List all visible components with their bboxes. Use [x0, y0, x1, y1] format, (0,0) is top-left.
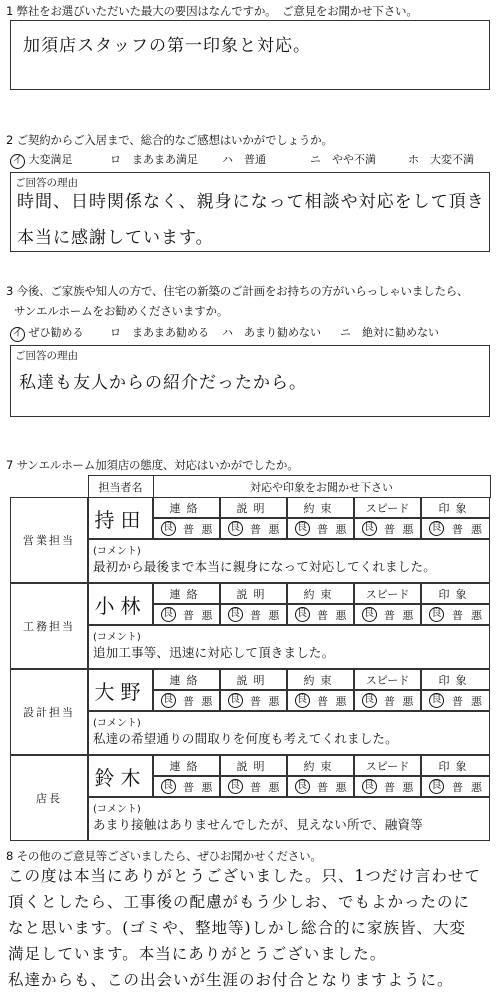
criteria-label: 印象: [421, 669, 490, 690]
rating-good-selected[interactable]: 良: [295, 693, 310, 708]
rating-normal[interactable]: 普: [249, 780, 261, 794]
rating-good-selected[interactable]: 良: [429, 693, 444, 708]
header-impression: 対応や印象をお聞かせ下さい: [153, 476, 490, 498]
rating-bad[interactable]: 悪: [471, 780, 482, 794]
criteria-label: スピード: [354, 583, 421, 604]
rating-good-selected[interactable]: 良: [228, 779, 243, 794]
q3-reason: 私達も友人からの紹介だったから。: [19, 373, 307, 393]
q3-question-line-1: 3 今後、ご家族や知人の方で、住宅の新築のご計画をお持ちの方がいらっしゃいましたら、: [6, 284, 469, 298]
criteria-label: スピード: [354, 497, 421, 518]
q2-reason-line-1: 時間、日時関係なく、親身になって相談や対応をして頂き: [17, 192, 485, 212]
q3-reason-label: ご回答の理由: [15, 350, 78, 362]
rating-normal[interactable]: 普: [316, 522, 328, 536]
staff-comment-cell: (コメント) 私達の希望通りの間取りを何度も考えてくれました。: [88, 711, 490, 755]
rating-normal[interactable]: 普: [316, 608, 328, 622]
rating-normal[interactable]: 普: [316, 694, 328, 708]
role-cell: 工務担当: [10, 583, 88, 669]
criteria-label: 連絡: [153, 755, 220, 776]
rating-bad[interactable]: 悪: [402, 694, 414, 708]
staff-comment-line: あまり接触はありませんでしたが、見えない所で、融資等: [93, 817, 423, 832]
q1-answer: 加須店スタッフの第一印象と対応。: [23, 36, 311, 56]
staff-comment-line: 私達の希望通りの間取りを何度も考えてくれました。: [93, 731, 398, 746]
q8-question: 8 その他のご意見等ございましたら、ぜひお聞かせください。: [6, 849, 322, 863]
rating-bad[interactable]: 悪: [335, 608, 347, 622]
rating-bad[interactable]: 悪: [335, 780, 347, 794]
q2-options: [10, 151, 490, 169]
q3-reason-box: [10, 345, 490, 417]
rating-normal[interactable]: 普: [249, 522, 261, 536]
rating-group: [220, 604, 287, 625]
rating-normal[interactable]: 普: [383, 608, 395, 622]
rating-group: [153, 518, 220, 539]
staff-comment-line: 最初から最後まで本当に親身になって対応してくれました。: [93, 559, 436, 574]
rating-bad[interactable]: 悪: [268, 780, 280, 794]
criteria-label: 説明: [220, 583, 287, 604]
rating-good-selected[interactable]: 良: [362, 521, 377, 536]
rating-bad[interactable]: 悪: [201, 522, 213, 536]
rating-normal[interactable]: 普: [316, 780, 328, 794]
rating-good-selected[interactable]: 良: [429, 521, 444, 536]
rating-good-selected[interactable]: 良: [161, 693, 176, 708]
criteria-label: 印象: [421, 497, 490, 518]
criteria-label: 連絡: [153, 583, 220, 604]
criteria-label: 連絡: [153, 669, 220, 690]
rating-group: [354, 690, 421, 711]
q3-option-3[interactable]: ハ あまり勧めない: [222, 326, 321, 339]
rating-group: [153, 776, 220, 797]
rating-normal[interactable]: 普: [383, 780, 395, 794]
criteria-label: 連絡: [153, 497, 220, 518]
rating-bad[interactable]: 悪: [471, 522, 482, 536]
rating-good-selected[interactable]: 良: [295, 521, 310, 536]
rating-group: [421, 518, 490, 539]
criteria-label: 説明: [220, 669, 287, 690]
rating-normal[interactable]: 普: [182, 694, 194, 708]
rating-bad[interactable]: 悪: [335, 522, 347, 536]
rating-group: [354, 518, 421, 539]
criteria-label: スピード: [354, 755, 421, 776]
rating-group: [287, 518, 354, 539]
criteria-label: 説明: [220, 497, 287, 518]
header-staff: 担当者名: [88, 476, 153, 498]
staff-comment-cell: (コメント) あまり接触はありませんでしたが、見えない所で、融資等: [88, 797, 490, 841]
q3-option-4[interactable]: ニ 絶対に勧めない: [340, 326, 439, 339]
staff-comment-cell: (コメント) 追加工事等、迅速に対応して頂きました。: [88, 625, 490, 669]
rating-group: [220, 518, 287, 539]
rating-good-selected[interactable]: 良: [362, 607, 377, 622]
rating-bad[interactable]: 悪: [402, 522, 414, 536]
rating-bad[interactable]: 悪: [201, 780, 213, 794]
q2-reason-line-2: 本当に感謝しています。: [17, 228, 214, 248]
rating-good-selected[interactable]: 良: [362, 693, 377, 708]
rating-good-selected[interactable]: 良: [228, 693, 243, 708]
q3-question-line-2: サンエルホームをお勧めくださいますか。: [14, 304, 229, 318]
rating-normal[interactable]: 普: [383, 694, 395, 708]
criteria-label: 約束: [287, 669, 354, 690]
rating-group: [220, 690, 287, 711]
rating-good-selected[interactable]: 良: [362, 779, 377, 794]
criteria-label: 印象: [421, 755, 490, 776]
rating-good-selected[interactable]: 良: [228, 607, 243, 622]
criteria-label: 説明: [220, 755, 287, 776]
rating-normal[interactable]: 普: [452, 608, 463, 622]
rating-group: [287, 776, 354, 797]
q2-question: 2 ご契約からご入居まで、総合的なご感想はいかがでしょうか。: [6, 133, 333, 147]
rating-normal[interactable]: 普: [249, 694, 261, 708]
q8-line-1: この度は本当にありがとうございました。只、1つだけ言わせて: [8, 867, 481, 885]
rating-bad[interactable]: 悪: [201, 608, 213, 622]
rating-bad[interactable]: 悪: [268, 694, 280, 708]
rating-good-selected[interactable]: 良: [429, 779, 444, 794]
rating-bad[interactable]: 悪: [201, 694, 213, 708]
q2-option-3[interactable]: ハ 普通: [222, 153, 266, 166]
rating-group: [287, 690, 354, 711]
rating-good-selected[interactable]: 良: [228, 521, 243, 536]
rating-normal[interactable]: 普: [182, 522, 194, 536]
rating-bad[interactable]: 悪: [402, 780, 414, 794]
rating-normal[interactable]: 普: [182, 608, 194, 622]
rating-bad[interactable]: 悪: [402, 608, 414, 622]
q3-options: [10, 324, 490, 342]
rating-good-selected[interactable]: 良: [161, 521, 176, 536]
rating-good-selected[interactable]: 良: [161, 607, 176, 622]
q2-option-2[interactable]: ロ まあまあ満足: [110, 153, 198, 166]
staff-name-cell: 鈴木: [88, 755, 153, 797]
rating-group: [153, 690, 220, 711]
staff-name-cell: 小林: [88, 583, 153, 625]
rating-good-selected[interactable]: 良: [295, 779, 310, 794]
rating-good-selected[interactable]: 良: [161, 779, 176, 794]
q2-option-5[interactable]: ホ 大変不満: [408, 153, 474, 166]
q2-option-1[interactable]: イ 大変満足: [10, 151, 73, 169]
rating-bad[interactable]: 悪: [268, 522, 280, 536]
rating-normal[interactable]: 普: [182, 780, 194, 794]
rating-group: [354, 604, 421, 625]
q1-answer-box: [10, 20, 490, 90]
criteria-label: 約束: [287, 755, 354, 776]
rating-bad[interactable]: 悪: [471, 608, 482, 622]
rating-bad[interactable]: 悪: [335, 694, 347, 708]
rating-normal[interactable]: 普: [249, 608, 261, 622]
rating-group: [421, 776, 490, 797]
q8-line-2: 頂くとしたら、工事後の配慮がもう少しお、でもよかったのに: [8, 893, 471, 911]
criteria-label: スピード: [354, 669, 421, 690]
q8-line-3: なと思います。(ゴミや、整地等)しかし総合的に家族皆、大変: [8, 919, 467, 937]
staff-name-cell: 持田: [88, 497, 153, 539]
q1-question: 1 弊社をお選びいただいた最大の要因はなんですか。 ご意見をお聞かせ下さい。: [6, 4, 418, 18]
q8-answer: [8, 864, 492, 994]
rating-normal[interactable]: 普: [452, 780, 463, 794]
staff-comment-line: [93, 837, 485, 841]
q8-line-5: 私達からも、この出会いが生涯のお付合となりますように。: [8, 971, 454, 989]
criteria-label: 約束: [287, 583, 354, 604]
rating-normal[interactable]: 普: [383, 522, 395, 536]
rating-group: [220, 776, 287, 797]
role-cell: 店長: [10, 755, 88, 841]
criteria-label: 約束: [287, 497, 354, 518]
evaluation-table: [10, 475, 491, 498]
role-cell: 営業担当: [10, 497, 88, 583]
rating-group: [421, 604, 490, 625]
rating-group: [354, 776, 421, 797]
q3-option-1[interactable]: イ ぜひ勧める: [10, 324, 84, 342]
q2-option-4[interactable]: ニ やや不満: [310, 153, 376, 166]
q2-reason-label: ご回答の理由: [15, 177, 78, 189]
staff-comment-cell: (コメント) 最初から最後まで本当に親身になって対応してくれました。: [88, 539, 490, 583]
q2-reason-box: [10, 172, 490, 252]
rating-group: [287, 604, 354, 625]
rating-normal[interactable]: 普: [452, 694, 463, 708]
rating-bad[interactable]: 悪: [471, 694, 482, 708]
rating-good-selected[interactable]: 良: [295, 607, 310, 622]
rating-normal[interactable]: 普: [452, 522, 463, 536]
q3-option-2[interactable]: ロ まあまあ勧める: [110, 326, 209, 339]
rating-group: [153, 604, 220, 625]
rating-good-selected[interactable]: 良: [429, 607, 444, 622]
rating-bad[interactable]: 悪: [268, 608, 280, 622]
q8-line-4: 満足しています。本当にありがとうございました。: [8, 945, 387, 963]
role-cell: 設計担当: [10, 669, 88, 755]
staff-name-cell: 大野: [88, 669, 153, 711]
criteria-label: 印象: [421, 583, 490, 604]
rating-group: [421, 690, 490, 711]
q7-question: 7 サンエルホーム加須店の態度、対応はいかがでしたか。: [6, 458, 299, 472]
staff-comment-line: 追加工事等、迅速に対応して頂きました。: [93, 645, 335, 660]
